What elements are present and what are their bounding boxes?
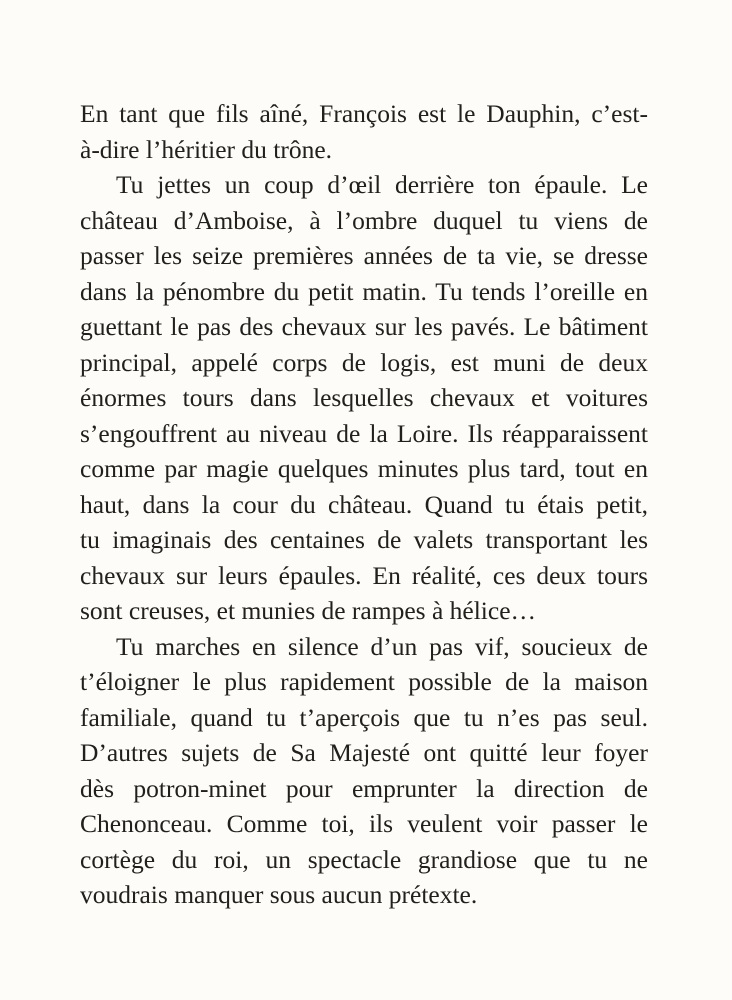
text-line: à-dire l’héritier du trône. bbox=[80, 134, 333, 164]
text-line: sont creuses, et munies de rampes à hélice… bbox=[80, 596, 537, 625]
paragraph bbox=[80, 167, 648, 629]
text-line: dans la pénombre du petit matin. Tu tends l’oreille en bbox=[80, 276, 648, 306]
text-line: s’engouffrent au niveau de la Loire. Ils réapparaissent bbox=[80, 418, 648, 448]
text-line: passer les seize premières années de ta vie, se dresse bbox=[80, 241, 648, 270]
text-line: familiale, quand tu t’aperçois que tu n’es pas seul. bbox=[80, 702, 648, 732]
paragraph-continuation bbox=[80, 96, 648, 167]
text-line: t’éloigner le plus rapidement possible de la maison bbox=[80, 667, 648, 696]
text-line: Tu jettes un coup d’œil derrière ton épaule. Le bbox=[116, 170, 648, 199]
text-line: guettant le pas des chevaux sur les pavés. Le bâtiment bbox=[80, 312, 648, 341]
text-line: D’autres sujets de Sa Majesté ont quitté leur foyer bbox=[80, 738, 648, 767]
text-line: énormes tours dans lesquelles chevaux et voitures bbox=[80, 383, 648, 412]
text-line: cortège du roi, un spectacle grandiose que tu ne bbox=[80, 844, 648, 874]
text-line: haut, dans la cour du château. Quand tu étais petit, bbox=[80, 489, 648, 519]
text-line: principal, appelé corps de logis, est muni de deux bbox=[80, 347, 648, 377]
text-line: En tant que fils aîné, François est le Dauphin, c’est- bbox=[80, 99, 648, 128]
text-line: comme par magie quelques minutes plus tard, tout en bbox=[80, 454, 648, 483]
text-line: chevaux sur leurs épaules. En réalité, ces deux tours bbox=[80, 560, 648, 590]
text-line: château d’Amboise, à l’ombre duquel tu viens de bbox=[80, 205, 648, 235]
paragraph bbox=[80, 629, 648, 913]
text-line: tu imaginais des centaines de valets transportant les bbox=[80, 525, 648, 554]
page-text-block bbox=[80, 96, 648, 913]
text-line: Tu marches en silence d’un pas vif, soucieux de bbox=[116, 631, 648, 661]
text-line: Chenonceau. Comme toi, ils veulent voir passer le bbox=[80, 809, 648, 838]
text-line: voudrais manquer sous aucun prétexte. bbox=[80, 880, 478, 909]
text-line: dès potron-minet pour emprunter la direction de bbox=[80, 773, 648, 803]
